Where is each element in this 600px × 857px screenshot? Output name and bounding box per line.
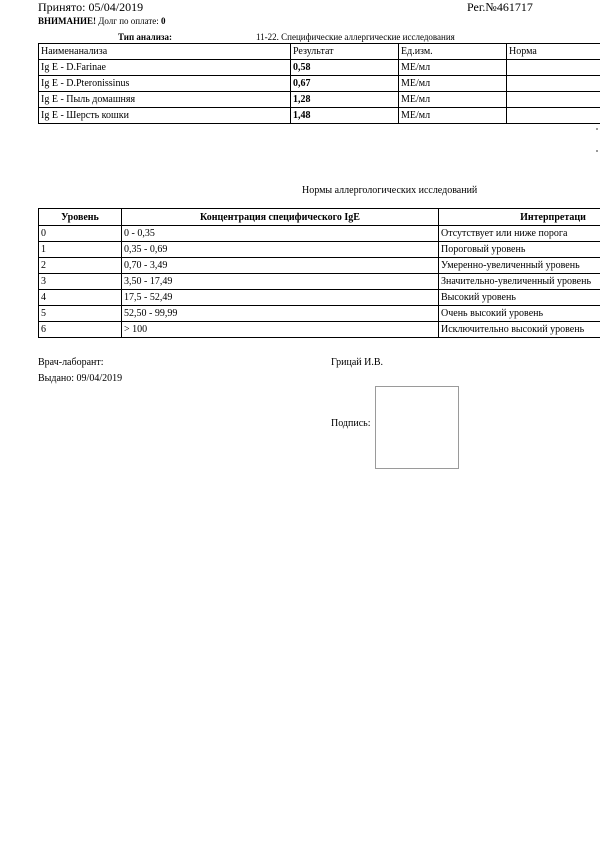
column-header-norm: Норма [507,44,600,60]
signature-box [375,386,459,469]
table-row [39,242,600,258]
interpretation-cell: Высокий уровень [439,290,600,306]
table-row [39,306,600,322]
column-header-result: Результат [291,44,399,60]
accepted-date: Принято: 05/04/2019 [38,0,144,14]
norms-table [38,208,600,338]
table-row [39,290,600,306]
signature-label: Подпись: [331,418,371,429]
level-cell: 6 [39,322,122,338]
interpretation-cell: Значительно-увеличенный уровень [439,274,600,290]
table-row [39,92,600,108]
debt-value: 0 [161,16,166,26]
analysis-name: Ig E - Шерсть кошки [39,108,291,124]
interpretation-cell: Пороговый уровень [439,242,600,258]
doctor-label: Врач-лаборант: [38,357,104,368]
column-header-concentration: Концентрация специфического IgE [122,209,439,226]
range-cell: 0,35 - 0,69 [122,242,439,258]
results-table [38,43,600,124]
interpretation-cell: Отсутствует или ниже порога [439,226,600,242]
result-value: 1,48 [291,108,399,124]
column-header-level: Уровень [39,209,122,226]
result-norm [507,108,600,124]
range-cell: 17,5 - 52,49 [122,290,439,306]
norms-header-row [39,209,600,226]
registration-number: Рег.№461717 [467,0,533,14]
result-value: 0,58 [291,60,399,76]
table-row [39,108,600,124]
result-unit: МЕ/мл [399,108,507,124]
table-row [39,226,600,242]
interpretation-cell: Очень высокий уровень [439,306,600,322]
result-unit: МЕ/мл [399,76,507,92]
table-row [39,274,600,290]
norms-title: Нормы аллергологических исследований [302,185,478,196]
column-header-unit: Ед.изм. [399,44,507,60]
analysis-name: Ig E - Пыль домашняя [39,92,291,108]
analysis-type-value: 11-22. Специфические аллергические исследования [256,32,455,42]
level-cell: 5 [39,306,122,322]
result-norm [507,76,600,92]
interpretation-cell: Исключительно высокий уровень [439,322,600,338]
result-norm [507,92,600,108]
level-cell: 0 [39,226,122,242]
issued-date: Выдано: 09/04/2019 [38,373,123,384]
debt-text: Долг по оплате: [98,16,159,26]
result-value: 1,28 [291,92,399,108]
result-unit: МЕ/мл [399,60,507,76]
payment-warning [38,16,166,26]
doctor-name: Грицай И.В. [331,357,384,368]
results-header-row [39,44,600,60]
analysis-name: Ig E - D.Pteronissinus [39,76,291,92]
level-cell: 3 [39,274,122,290]
scan-speck [596,128,598,130]
result-unit: МЕ/мл [399,92,507,108]
table-row [39,322,600,338]
level-cell: 4 [39,290,122,306]
table-row [39,60,600,76]
analysis-name: Ig E - D.Farinae [39,60,291,76]
table-row [39,76,600,92]
range-cell: 52,50 - 99,99 [122,306,439,322]
level-cell: 1 [39,242,122,258]
range-cell: 0 - 0,35 [122,226,439,242]
table-row [39,258,600,274]
interpretation-cell: Умеренно-увеличенный уровень [439,258,600,274]
range-cell: 3,50 - 17,49 [122,274,439,290]
analysis-type-label: Тип анализа: [118,32,173,42]
column-header-name: Наименанализа [39,44,291,60]
range-cell: 0,70 - 3,49 [122,258,439,274]
column-header-interpretation: Интерпретаци [439,209,600,226]
warning-label: ВНИМАНИЕ! [38,16,96,26]
result-norm [507,60,600,76]
result-value: 0,67 [291,76,399,92]
range-cell: > 100 [122,322,439,338]
scan-speck [596,150,598,152]
level-cell: 2 [39,258,122,274]
